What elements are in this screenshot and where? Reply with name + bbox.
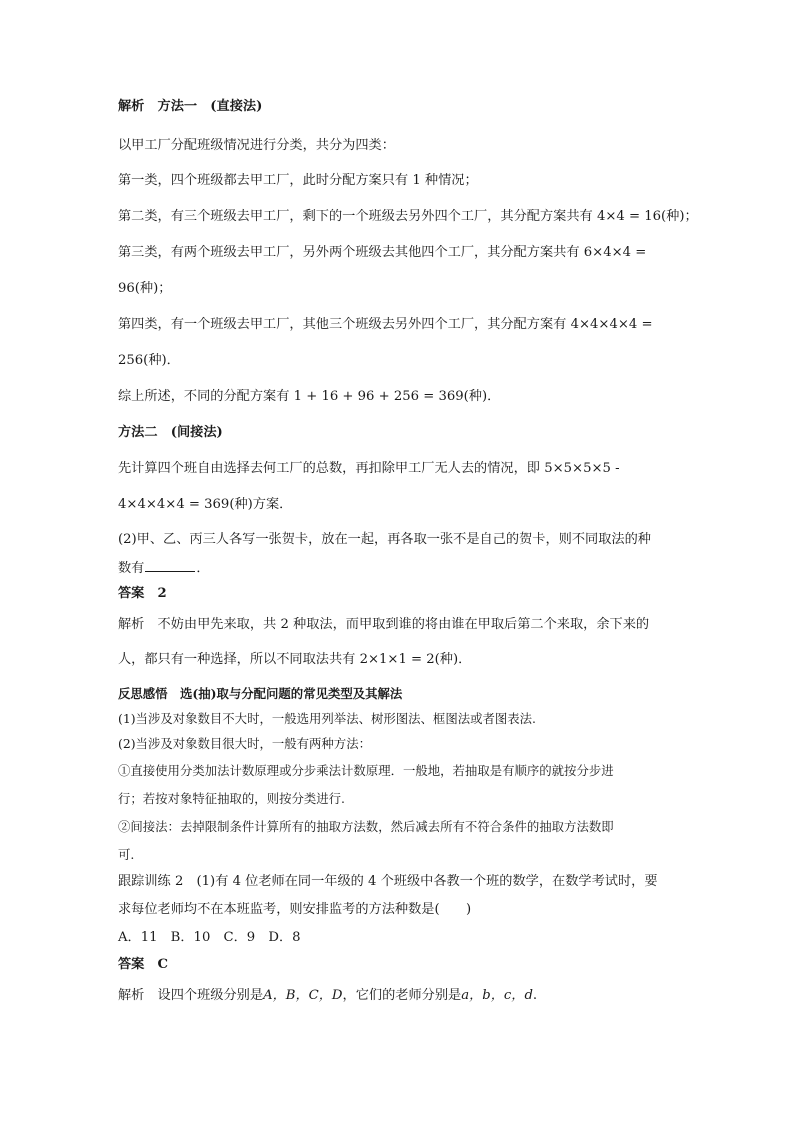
- text-line: 第二类，有三个班级去甲工厂，剩下的一个班级去另外四个工厂，其分配方案共有 4×4 = 16(种)；: [118, 209, 698, 224]
- answer-line: 答案 2: [118, 586, 167, 601]
- answer-line: 答案 C: [118, 957, 169, 972]
- reflection-line: (1)当涉及对象数目不大时，一般选用列举法、树形图法、框图法或者图表法.: [118, 711, 536, 726]
- reflection-line: 可.: [118, 847, 135, 862]
- reflection-line: (2)当涉及对象数目很大时，一般有两种方法：: [118, 736, 371, 751]
- question-text: 数有: [118, 561, 145, 576]
- question-text: ．: [196, 561, 210, 576]
- reflection-line: ②间接法：去掉限制条件计算所有的抽取方法数，然后减去所有不符合条件的抽取方法数即: [118, 819, 614, 834]
- question-line: [118, 559, 210, 578]
- teacher-variables: a，b，c，d: [461, 988, 533, 1003]
- method-two-heading: 方法二 (间接法): [118, 425, 223, 440]
- text-line: 96(种)；: [118, 281, 172, 296]
- text-line: 第三类，有两个班级去甲工厂，另外两个班级去其他四个工厂，其分配方案共有 6×4×4 =: [118, 245, 647, 260]
- reflection-line: ①直接使用分类加法计数原理或分步乘法计数原理．一般地，若抽取是有顺序的就按分步进: [118, 763, 614, 778]
- text-line: 第四类，有一个班级去甲工厂，其他三个班级去另外四个工厂，其分配方案有 4×4×4×4 =: [118, 317, 653, 332]
- question-line: (2)甲、乙、丙三人各写一张贺卡，放在一起，再各取一张不是自己的贺卡，则不同取法的种: [118, 532, 651, 547]
- solution-line: 解析 不妨由甲先来取，共 2 种取法，而甲取到谁的将由谁在甲取后第二个来取，余下来的: [118, 617, 650, 632]
- text-line: 256(种)．: [118, 353, 180, 368]
- solution-text: .: [532, 988, 538, 1003]
- text-line: 人，都只有一种选择，所以不同取法共有 2×1×1 = 2(种)．: [118, 652, 472, 667]
- solution-text: 解析 设四个班级分别是: [118, 988, 264, 1003]
- answer-blank: [145, 559, 195, 572]
- solution-method-one-heading: 解析 方法一 (直接法): [118, 99, 263, 114]
- text-line: 综上所述，不同的分配方案有 1 + 16 + 96 + 256 = 369(种)．: [118, 389, 501, 404]
- solution-text: ，它们的老师分别是: [342, 988, 462, 1003]
- answer-choices: A．11 B．10 C．9 D．8: [118, 930, 301, 945]
- text-line: 以甲工厂分配班级情况进行分类，共分为四类：: [118, 138, 395, 153]
- practice-question-line: 跟踪训练 2 (1)有 4 位老师在同一年级的 4 个班级中各教一个班的数学，在数学考试时，要: [118, 874, 658, 889]
- class-variables: A，B，C，D: [263, 988, 343, 1003]
- solution-line: [118, 987, 537, 1005]
- reflection-line: 行；若按对象特征抽取的，则按分类进行.: [118, 791, 345, 806]
- practice-question-line: 求每位老师均不在本班监考，则安排监考的方法种数是( ): [118, 902, 472, 917]
- text-line: 第一类，四个班级都去甲工厂，此时分配方案只有 1 种情况；: [118, 173, 478, 188]
- text-line: 4×4×4×4 = 369(种)方案．: [118, 497, 293, 512]
- reflection-heading: 反思感悟 选(抽)取与分配问题的常见类型及其解法: [118, 686, 403, 701]
- text-line: 先计算四个班自由选择去何工厂的总数，再扣除甲工厂无人去的情况，即 5×5×5×5 -: [118, 461, 620, 476]
